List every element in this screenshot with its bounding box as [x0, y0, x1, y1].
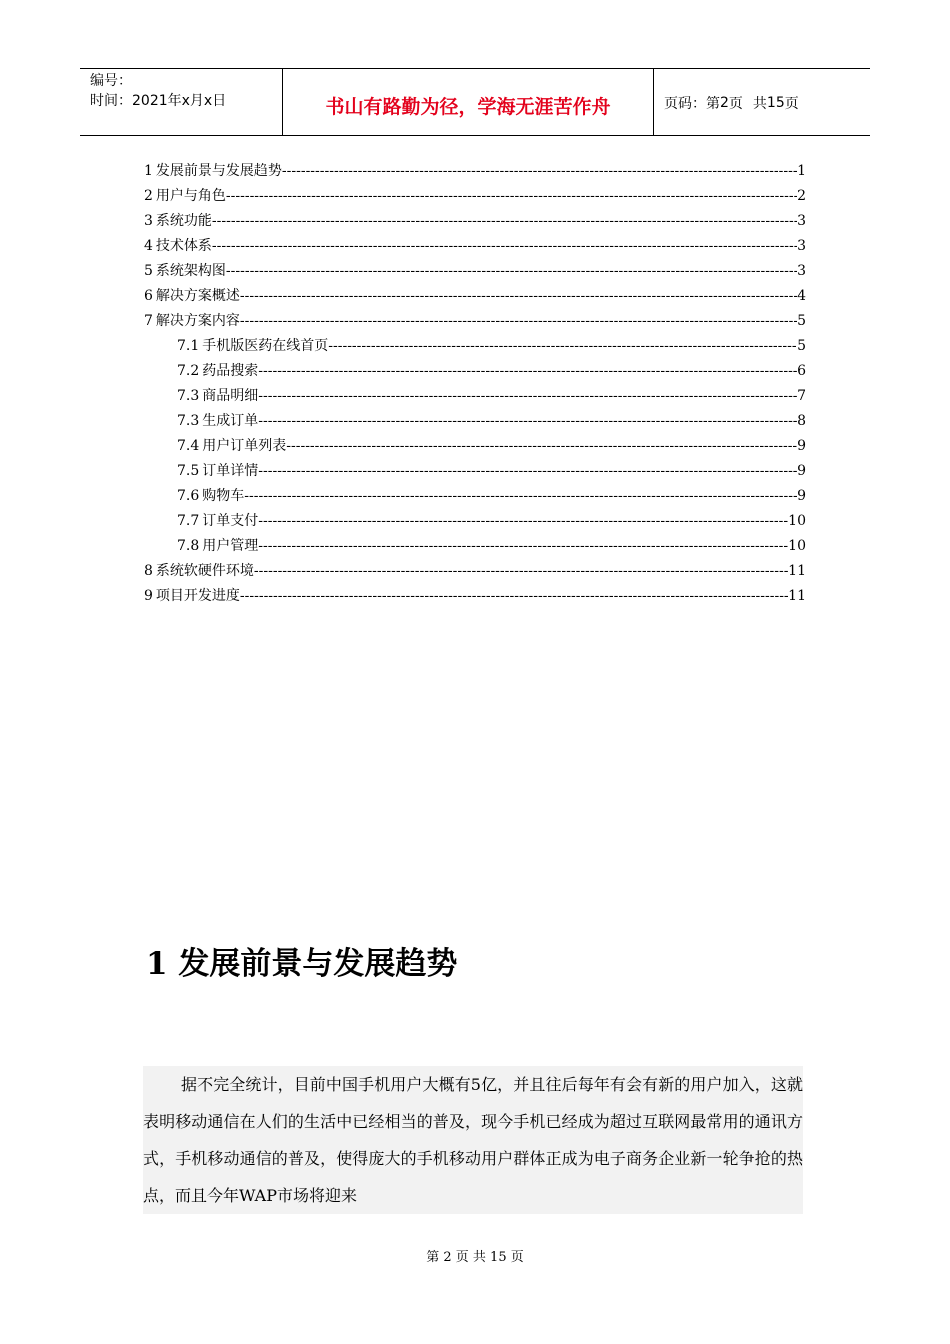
toc-entry-page: 11	[788, 563, 806, 579]
toc-entry-number: 7.4	[177, 438, 200, 454]
toc-entry-page: 4	[797, 288, 806, 304]
toc-entry-page: 9	[797, 463, 806, 479]
toc-entry-page: 5	[797, 338, 806, 354]
toc-entry-number: 7.3	[177, 413, 200, 429]
toc-entry-page: 3	[797, 213, 806, 229]
table-of-contents	[144, 160, 806, 610]
toc-entry-title: 项目开发进度	[155, 588, 240, 604]
toc-entry[interactable]	[144, 485, 806, 510]
toc-entry-number: 7.1	[177, 338, 200, 354]
toc-entry-number: 6	[144, 288, 153, 304]
toc-leader	[240, 288, 797, 304]
header-meta	[80, 69, 282, 135]
toc-entry[interactable]	[144, 460, 806, 485]
toc-entry[interactable]	[144, 360, 806, 385]
page-total-label: 共	[752, 96, 767, 112]
toc-entry-number: 7.2	[177, 363, 200, 379]
section-paragraph	[143, 1066, 803, 1214]
toc-entry-page: 11	[788, 588, 806, 604]
toc-entry[interactable]	[144, 260, 806, 285]
toc-entry-title: 解决方案概述	[155, 288, 240, 304]
toc-entry-number: 2	[144, 188, 153, 204]
toc-entry[interactable]	[144, 560, 806, 585]
toc-leader	[254, 563, 788, 579]
toc-entry-number: 7.6	[177, 488, 200, 504]
toc-leader	[226, 188, 797, 204]
header-motto	[282, 69, 654, 135]
toc-entry-page: 10	[788, 513, 806, 529]
toc-entry[interactable]	[144, 410, 806, 435]
toc-entry-title: 技术体系	[155, 238, 212, 254]
toc-entry-number: 7	[144, 313, 153, 329]
toc-leader	[258, 363, 797, 379]
toc-entry-page: 9	[797, 438, 806, 454]
toc-entry-number: 3	[144, 213, 153, 229]
toc-entry-title: 系统功能	[155, 213, 212, 229]
paragraph-text: 据不完全统计，目前中国手机用户大概有5亿，并且往后每年有会有新的用户加入，这就表明移动通信在人们的生活中已经相当的普及，现今手机已经成为超过互联网最常用的通讯方式，手机移动通信的普及，使得庞大的手机移动用户群体正成为电子商务企业新一轮争抢的热点，而且今年WAP市场将迎来	[143, 1075, 803, 1205]
motto-text: 书山有路勤为径，学海无涯苦作舟	[325, 95, 611, 118]
toc-entry-page: 1	[797, 163, 806, 179]
toc-entry-number: 8	[144, 563, 153, 579]
toc-entry-page: 3	[797, 263, 806, 279]
toc-entry-page: 7	[797, 388, 806, 404]
section-heading: 1 发展前景与发展趋势	[146, 946, 458, 982]
toc-entry-title: 用户订单列表	[202, 438, 287, 454]
toc-entry-number: 4	[144, 238, 153, 254]
toc-entry-title: 用户管理	[202, 538, 259, 554]
toc-leader	[212, 213, 797, 229]
page-current: 2	[720, 95, 729, 111]
toc-leader	[258, 388, 797, 404]
toc-entry-page: 9	[797, 488, 806, 504]
page-header	[80, 68, 870, 136]
toc-leader	[240, 588, 788, 604]
toc-entry[interactable]	[144, 335, 806, 360]
toc-entry[interactable]	[144, 435, 806, 460]
toc-entry-title: 生成订单	[202, 413, 259, 429]
toc-leader	[328, 338, 797, 354]
toc-leader	[282, 163, 797, 179]
toc-entry[interactable]	[144, 510, 806, 535]
toc-entry[interactable]	[144, 160, 806, 185]
toc-entry[interactable]	[144, 235, 806, 260]
toc-entry-title: 系统架构图	[155, 263, 226, 279]
page-total: 15	[766, 95, 785, 111]
toc-entry[interactable]	[144, 285, 806, 310]
header-time-label: 时间：2021年x月x日	[90, 93, 227, 109]
toc-entry-number: 7.3	[177, 388, 200, 404]
toc-entry-title: 解决方案内容	[155, 313, 240, 329]
toc-entry[interactable]	[144, 185, 806, 210]
toc-entry-number: 1	[144, 163, 153, 179]
toc-entry-number: 7.5	[177, 463, 200, 479]
toc-leader	[286, 438, 797, 454]
page-total-unit: 页	[784, 96, 799, 112]
toc-leader	[226, 263, 797, 279]
toc-entry-number: 9	[144, 588, 153, 604]
toc-entry-page: 3	[797, 238, 806, 254]
toc-entry-title: 药品搜索	[202, 363, 259, 379]
toc-entry-page: 5	[797, 313, 806, 329]
toc-entry-page: 2	[797, 188, 806, 204]
toc-entry-title: 订单详情	[202, 463, 259, 479]
page-unit: 页	[728, 96, 743, 112]
toc-leader	[240, 313, 797, 329]
toc-entry-page: 10	[788, 538, 806, 554]
header-page-code	[654, 69, 870, 135]
toc-entry[interactable]	[144, 535, 806, 560]
toc-leader	[258, 413, 797, 429]
toc-entry-page: 6	[797, 363, 806, 379]
toc-entry-number: 5	[144, 263, 153, 279]
toc-entry-title: 购物车	[202, 488, 245, 504]
toc-leader	[244, 488, 797, 504]
toc-entry-title: 手机版医药在线首页	[202, 338, 329, 354]
toc-entry-title: 发展前景与发展趋势	[155, 163, 282, 179]
toc-entry-number: 7.7	[177, 513, 200, 529]
toc-entry[interactable]	[144, 210, 806, 235]
toc-leader	[258, 463, 797, 479]
toc-entry-title: 系统软硬件环境	[155, 563, 254, 579]
toc-entry-number: 7.8	[177, 538, 200, 554]
header-number-label: 编号：	[90, 73, 132, 89]
toc-entry-title: 商品明细	[202, 388, 259, 404]
toc-entry[interactable]	[144, 385, 806, 410]
toc-entry-title: 用户与角色	[155, 188, 226, 204]
page-footer: 第 2 页 共 15 页	[426, 1250, 524, 1265]
toc-leader	[258, 513, 788, 529]
toc-leader	[212, 238, 797, 254]
toc-entry-page: 8	[797, 413, 806, 429]
toc-entry[interactable]	[144, 310, 806, 335]
toc-leader	[258, 538, 788, 554]
toc-entry-title: 订单支付	[202, 513, 259, 529]
toc-entry[interactable]	[144, 585, 806, 610]
page-code-label: 页码：第	[664, 96, 720, 112]
